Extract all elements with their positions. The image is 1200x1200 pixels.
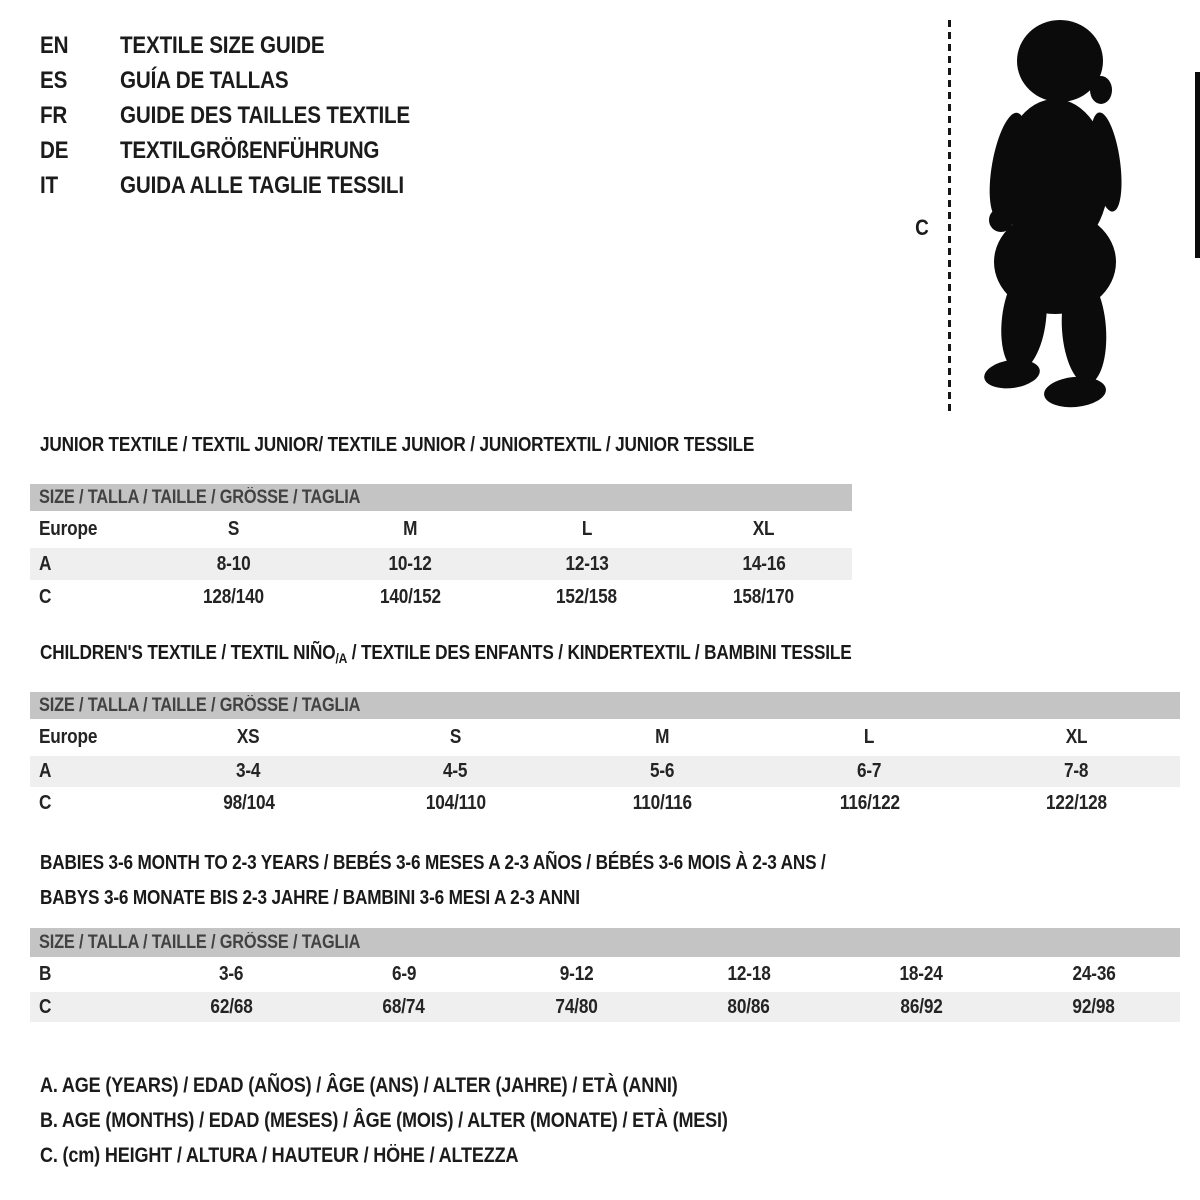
value-cell: 158/170 bbox=[733, 586, 795, 608]
footnote-c: C. (cm) HEIGHT / ALTURA / HAUTEUR / HÖHE / ALTEZZA bbox=[40, 1143, 519, 1167]
section-title-children-text: CHILDREN'S TEXTILE / TEXTIL $NIÑO_{/A}$ / TEXTILE DES ENFANTS / KINDERTEXTIL / BAMBINI TESSILE bbox=[40, 642, 852, 666]
language-row-fr bbox=[40, 98, 457, 133]
size-cell: S bbox=[227, 518, 240, 540]
right-edge-artifact bbox=[1195, 72, 1200, 258]
row-label: A bbox=[39, 552, 52, 575]
table-row-age bbox=[30, 756, 1180, 787]
language-row-en bbox=[40, 28, 457, 63]
section-title-babies bbox=[40, 846, 954, 916]
size-header-bar bbox=[30, 692, 1180, 719]
table-row-height bbox=[30, 787, 1180, 820]
value-cell: 68/74 bbox=[382, 995, 425, 1018]
footnote-b: B. AGE (MONTHS) / EDAD (MESES) / ÂGE (MOIS) / ALTER (MONATE) / ETÀ (MESI) bbox=[40, 1108, 728, 1132]
measure-label-c: C bbox=[915, 215, 929, 240]
row-label: C bbox=[39, 995, 52, 1018]
size-cell: S bbox=[449, 726, 462, 748]
value-cell: 86/92 bbox=[900, 995, 943, 1018]
section-title-babies-line1: BABIES 3-6 MONTH TO 2-3 YEARS / BEBÉS 3-6 MESES A 2-3 AÑOS / BÉBÉS 3-6 MOIS À 2-3 ANS / bbox=[40, 852, 826, 874]
value-cell: 122/128 bbox=[1046, 792, 1107, 814]
table-row-europe bbox=[30, 719, 1180, 756]
value-cell: 7-8 bbox=[1064, 760, 1089, 782]
size-header-text: SIZE / TALLA / TAILLE / GRÖSSE / TAGLIA bbox=[39, 486, 361, 508]
value-cell: 6-9 bbox=[391, 963, 416, 985]
table-row-europe bbox=[30, 511, 852, 548]
value-cell: 18-24 bbox=[899, 963, 943, 985]
size-header-text: SIZE / TALLA / TAILLE / GRÖSSE / TAGLIA bbox=[39, 931, 361, 953]
value-cell: 6-7 bbox=[857, 760, 882, 782]
value-cell: 110/116 bbox=[632, 792, 693, 814]
section-title-junior-text: JUNIOR TEXTILE / TEXTIL JUNIOR/ TEXTILE JUNIOR / JUNIORTEXTIL / JUNIOR TESSILE bbox=[40, 434, 755, 456]
value-cell: 8-10 bbox=[216, 552, 251, 575]
row-label: A bbox=[39, 760, 52, 782]
row-label: Europe bbox=[39, 518, 98, 540]
value-cell: 9-12 bbox=[559, 963, 594, 985]
value-cell: 5-6 bbox=[650, 760, 675, 782]
value-cell: 92/98 bbox=[1072, 995, 1115, 1018]
footnote-a: A. AGE (YEARS) / EDAD (AÑOS) / ÂGE (ANS) / ALTER (JAHRE) / ETÀ (ANNI) bbox=[40, 1073, 678, 1097]
size-table-junior bbox=[30, 484, 852, 615]
size-cell: L bbox=[864, 726, 875, 748]
row-label: B bbox=[39, 963, 52, 985]
value-cell: 74/80 bbox=[555, 995, 598, 1018]
table-row-months bbox=[30, 957, 1180, 992]
language-title: GUÍA DE TALLAS bbox=[120, 66, 289, 94]
section-title-babies-line2: BABYS 3-6 MONATE BIS 2-3 JAHRE / BAMBINI 3-6 MESI A 2-3 ANNI bbox=[40, 887, 580, 909]
height-measure-line bbox=[948, 20, 951, 416]
language-row-es bbox=[40, 63, 457, 98]
language-row-de bbox=[40, 133, 457, 168]
value-cell: 12-18 bbox=[727, 963, 771, 985]
value-cell: 24-36 bbox=[1072, 963, 1116, 985]
size-header-text: SIZE / TALLA / TAILLE / GRÖSSE / TAGLIA bbox=[39, 694, 361, 716]
row-label: C bbox=[39, 792, 52, 814]
language-title: TEXTILE SIZE GUIDE bbox=[120, 31, 325, 59]
size-cell: L bbox=[581, 518, 593, 540]
section-title-junior bbox=[40, 434, 870, 457]
language-code: ES bbox=[40, 66, 68, 94]
size-cell: M bbox=[655, 726, 670, 748]
value-cell: 62/68 bbox=[210, 995, 253, 1018]
language-code: DE bbox=[40, 136, 69, 164]
language-title-list bbox=[40, 28, 457, 203]
value-cell: 104/110 bbox=[425, 792, 486, 814]
value-cell: 12-13 bbox=[565, 552, 609, 575]
toddler-silhouette-icon bbox=[965, 14, 1140, 419]
size-cell: XL bbox=[1065, 726, 1088, 748]
language-title: GUIDA ALLE TAGLIE TESSILI bbox=[120, 171, 404, 199]
row-label: C bbox=[39, 586, 52, 608]
size-cell: XL bbox=[752, 518, 775, 540]
value-cell: 3-4 bbox=[236, 760, 261, 782]
value-cell: 128/140 bbox=[202, 586, 264, 608]
section-title-children bbox=[40, 642, 984, 665]
language-title: GUIDE DES TAILLES TEXTILE bbox=[120, 101, 411, 129]
table-row-height bbox=[30, 580, 852, 615]
value-cell: 4-5 bbox=[443, 760, 468, 782]
language-code: IT bbox=[40, 171, 59, 199]
size-table-children bbox=[30, 692, 1180, 820]
size-cell: XS bbox=[237, 726, 260, 748]
footnote-legend bbox=[40, 1068, 840, 1173]
language-row-it bbox=[40, 168, 457, 203]
value-cell: 80/86 bbox=[727, 995, 770, 1018]
table-row-age bbox=[30, 548, 852, 580]
language-title: TEXTILGRÖßENFÜHRUNG bbox=[120, 136, 380, 164]
value-cell: 152/158 bbox=[556, 586, 618, 608]
size-table-babies bbox=[30, 928, 1180, 1022]
nino-a-subscript: /A bbox=[335, 650, 348, 666]
value-cell: 10-12 bbox=[388, 552, 432, 575]
value-cell: 116/122 bbox=[839, 792, 900, 814]
value-cell: 14-16 bbox=[742, 552, 786, 575]
table-row-height bbox=[30, 992, 1180, 1022]
value-cell: 140/152 bbox=[379, 586, 441, 608]
language-code: FR bbox=[40, 101, 68, 129]
language-code: EN bbox=[40, 31, 69, 59]
row-label: Europe bbox=[39, 726, 98, 748]
size-cell: M bbox=[403, 518, 418, 540]
size-header-bar bbox=[30, 484, 852, 511]
value-cell: 98/104 bbox=[222, 792, 275, 814]
size-header-bar bbox=[30, 928, 1180, 957]
value-cell: 3-6 bbox=[219, 963, 244, 985]
